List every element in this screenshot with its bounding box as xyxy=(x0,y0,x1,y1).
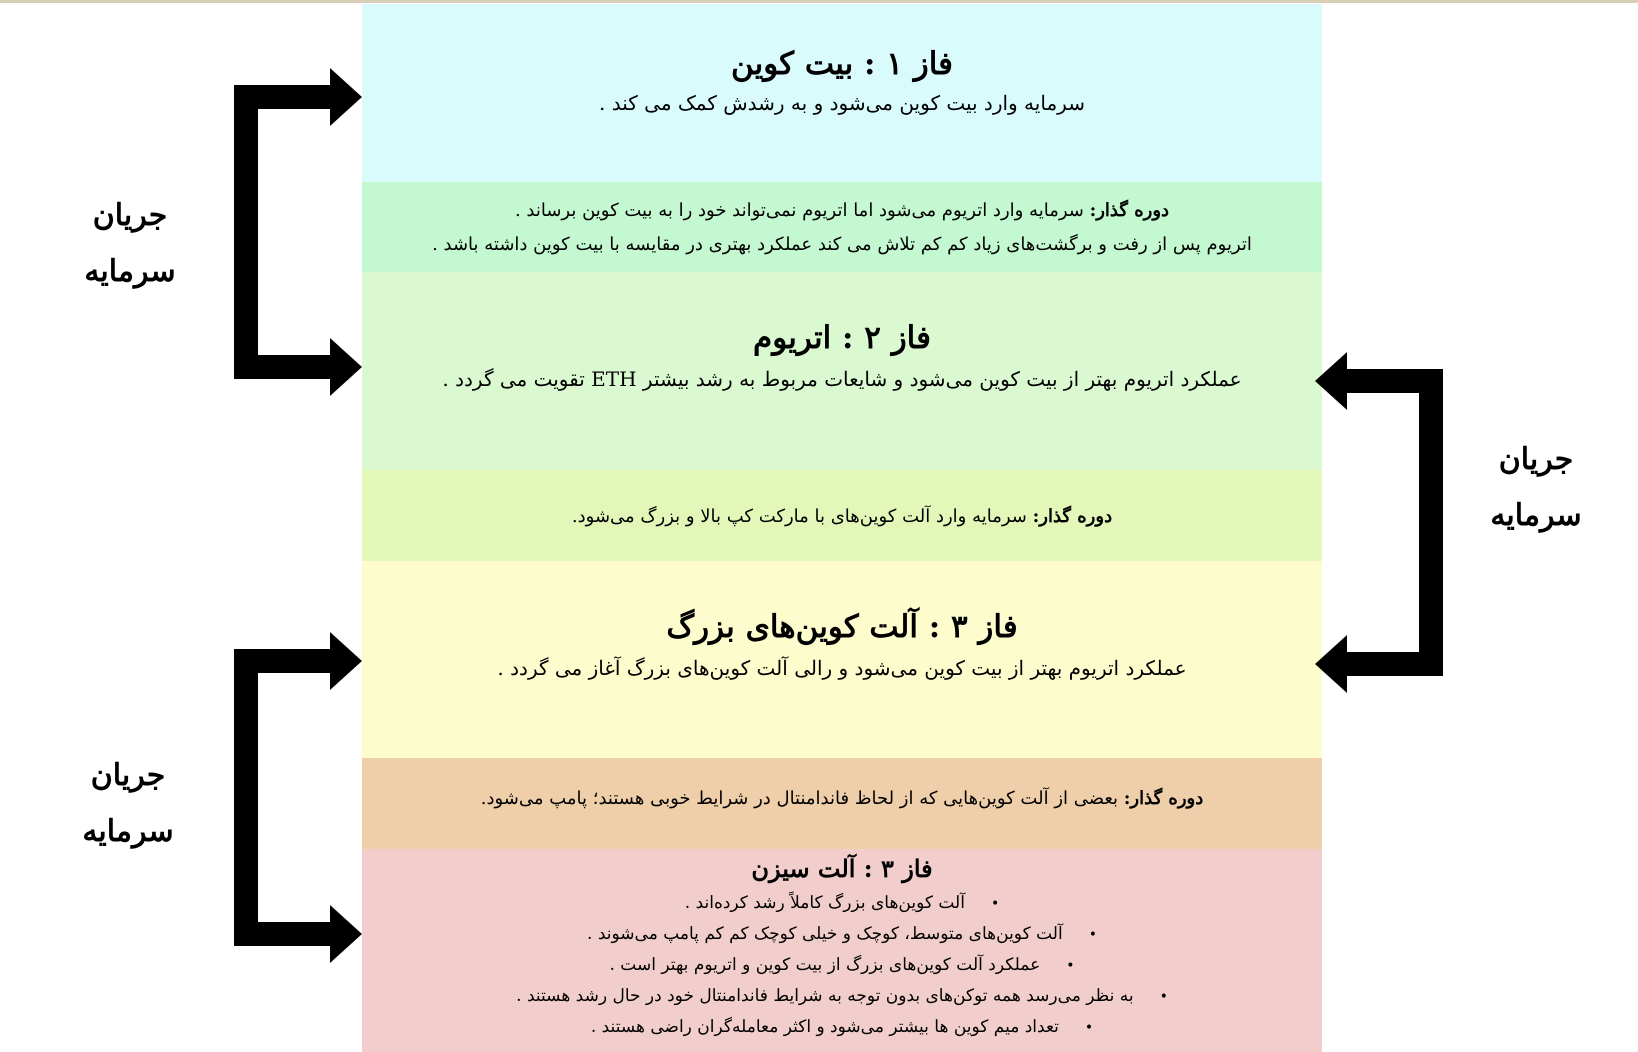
list-item: •به نظر می‌رسد همه توکن‌های بدون توجه به شرایط فاندامنتال خود در حال رشد هستند . xyxy=(362,981,1322,1012)
transition-line: اتریوم پس از رفت و برگشت‌های زیاد کم کم تلاش می کند عملکرد بهتری در مقایسه با بیت کوین داشته باشد . xyxy=(432,234,1252,256)
left-top-bracket-arrow-icon xyxy=(246,68,362,396)
flow-label-right: جریان سرمایه xyxy=(1490,442,1582,533)
list-item: •عملکرد آلت کوین‌های بزرگ از بیت کوین و اتریوم بهتر است . xyxy=(362,950,1322,981)
transition-line: دوره گذار: سرمایه وارد اتریوم می‌شود اما اتریوم نمی‌تواند خود را به بیت کوین برساند . xyxy=(514,200,1170,221)
left-bottom-bracket-arrow-icon xyxy=(246,632,362,963)
transition-line: دوره گذار: سرمایه وارد آلت کوین‌های با مارکت کپ بالا و بزرگ می‌شود. xyxy=(571,506,1113,527)
list-item: •تعداد میم کوین ها بیشتر می‌شود و اکثر معامله‌گران راضی هستند . xyxy=(362,1012,1322,1043)
bullet-icon: • xyxy=(1084,1019,1094,1036)
transition-label: دوره گذار: xyxy=(1089,200,1170,221)
transition-label: دوره گذار: xyxy=(1032,506,1113,527)
phase-title: فاز ۲ : اتریوم xyxy=(753,320,931,356)
bullet-icon: • xyxy=(990,895,1000,912)
bullet-icon: • xyxy=(1159,988,1168,1005)
phase-description: سرمایه وارد بیت کوین می‌شود و به رشدش کمک می کند . xyxy=(599,91,1085,116)
bullet-icon: • xyxy=(1088,926,1097,943)
right-bracket-arrow-icon xyxy=(1315,352,1431,693)
phase-description: عملکرد اتریوم بهتر از بیت کوین می‌شود و شایعات مربوط به رشد بیشتر ETH تقویت می گردد . xyxy=(442,367,1242,392)
flow-label-left-bottom: جریان سرمایه xyxy=(82,758,174,849)
transition-label: دوره گذار: xyxy=(1123,788,1204,809)
phase-title: فاز ۱ : بیت کوین xyxy=(731,46,953,82)
phase-description: عملکرد اتریوم بهتر از بیت کوین می‌شود و رالی آلت کوین‌های بزرگ آغاز می گردد . xyxy=(497,656,1187,681)
bullet-icon: • xyxy=(1066,957,1075,974)
phase-title: فاز ۳ : آلت سیزن xyxy=(751,854,933,883)
phase-title: فاز ۳ : آلت کوین‌های بزرگ xyxy=(666,609,1018,645)
flow-label-left-top: جریان سرمایه xyxy=(84,198,176,289)
list-item: •آلت کوین‌های بزرگ کاملاً رشد کرده‌اند . xyxy=(362,888,1322,919)
list-item: •آلت کوین‌های متوسط، کوچک و خیلی کوچک کم کم پامپ می‌شوند . xyxy=(362,919,1322,950)
transition-line: دوره گذار: بعضی از آلت کوین‌هایی که از لحاظ فاندامنتال در شرایط خوبی هستند؛ پامپ می‌شود. xyxy=(480,788,1204,809)
